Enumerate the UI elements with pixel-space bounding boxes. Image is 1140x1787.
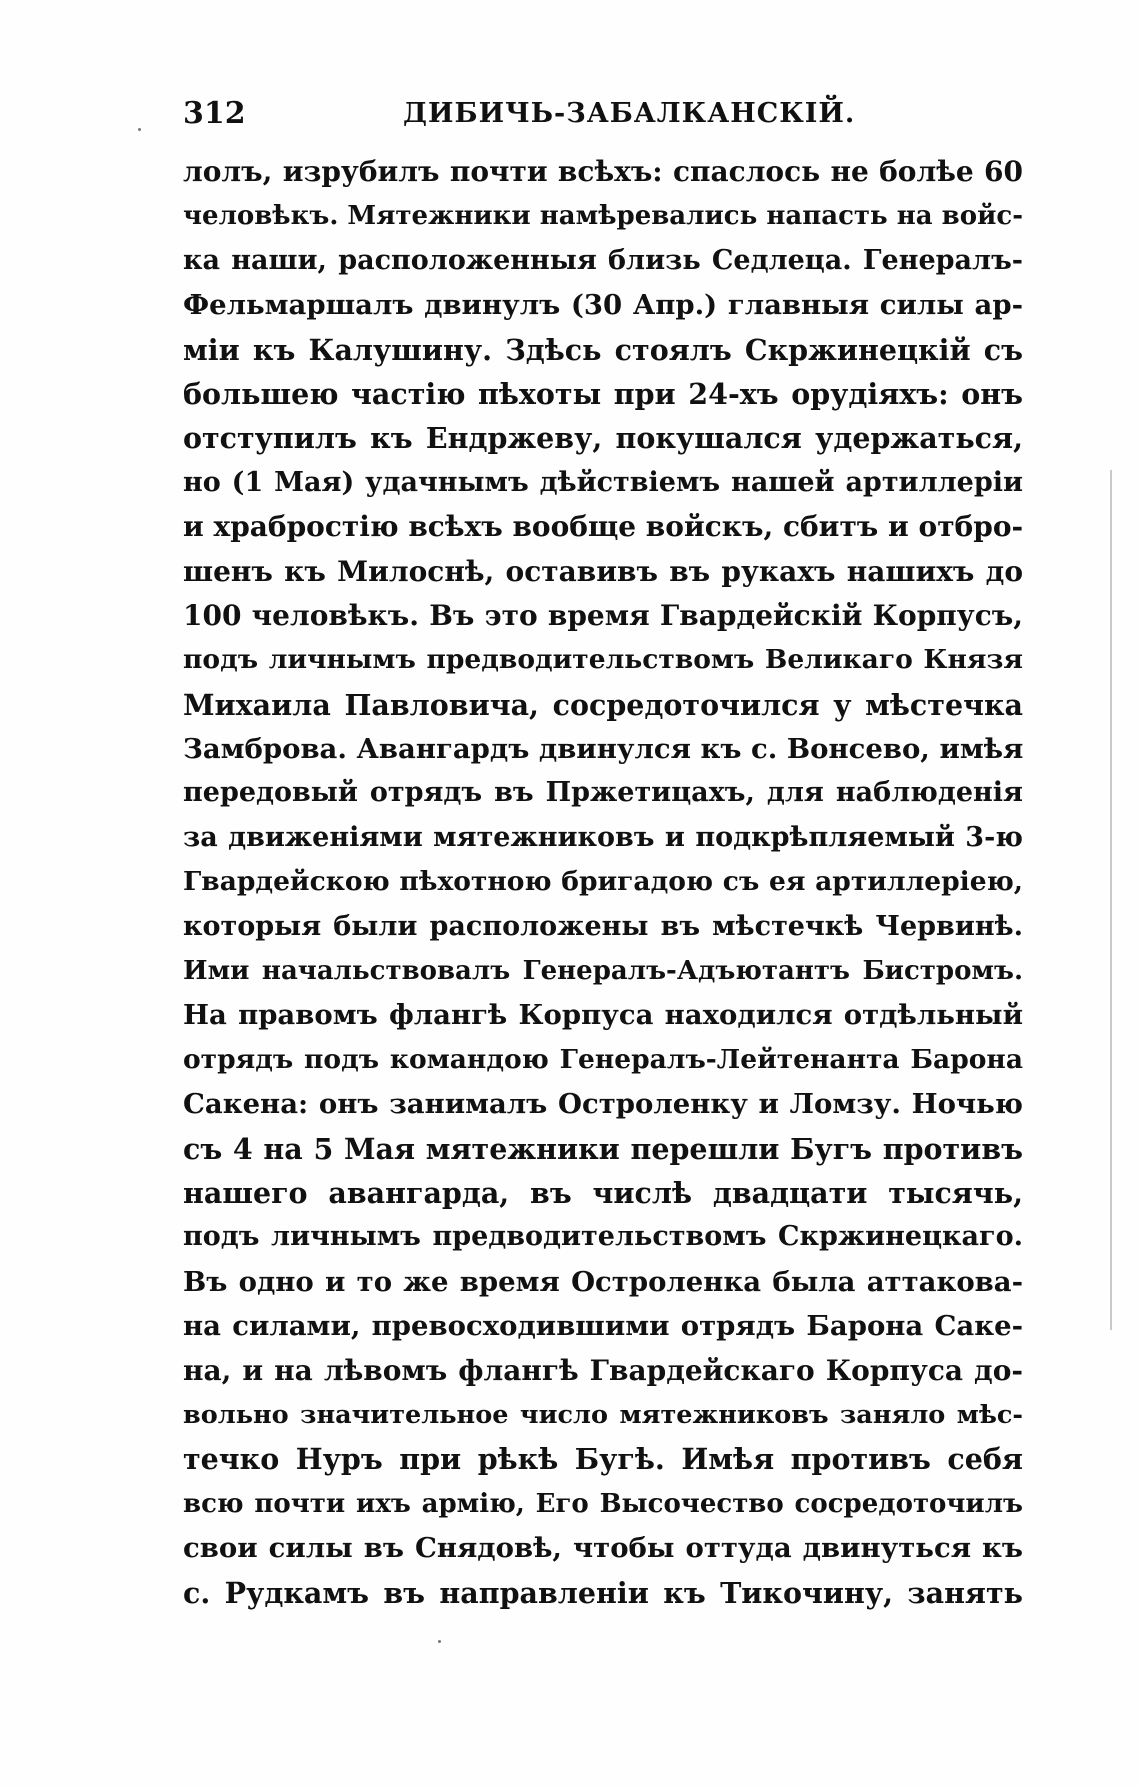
text-line: Замброва. Авангардъ двинулся къ с. Вонсево, имѣя (183, 733, 1023, 766)
scan-speck (438, 1640, 441, 1643)
text-line: передовый отрядъ въ Пржетицахъ, для наблюденія (183, 777, 1023, 809)
text-line: с. Рудкамъ въ направленіи къ Тикочину, занять (183, 1575, 1023, 1610)
text-line: съ 4 на 5 Мая мятежники перешли Бугъ противъ (183, 1131, 1023, 1166)
text-line: которыя были расположены въ мѣстечкѣ Червинѣ. (183, 910, 1023, 942)
body-text (183, 150, 1023, 1615)
text-line: лолъ, изрубилъ почти всѣхъ: спаслось не болѣе 60 (183, 155, 1023, 188)
text-line: Въ одно и то же время Остроленка была аттакова- (183, 1265, 1023, 1298)
text-line: міи къ Калушину. Здѣсь стоялъ Скржинецкій съ (183, 332, 1023, 367)
text-line: всю почти ихъ армію, Его Высочество сосредоточилъ (183, 1488, 1023, 1519)
text-line: Фельмаршалъ двинулъ (30 Апр.) главныя силы ар- (183, 289, 1023, 322)
text-line: отрядъ подъ командою Генералъ-Лейтенанта Барона (183, 1043, 1023, 1075)
text-line: и храбростію всѣхъ вообще войскъ, сбитъ и отбро- (183, 510, 1023, 544)
text-line: течко Нуръ при рѣкѣ Бугѣ. Имѣя противъ себя (183, 1442, 1023, 1477)
text-line: Сакена: онъ занималъ Остроленку и Ломзу. Ночью (183, 1088, 1023, 1121)
text-line: отступилъ къ Ендржеву, покушался удержаться, (183, 421, 1023, 456)
text-line: Гвардейскою пѣхотною бригадою съ ея артиллеріею, (183, 866, 1023, 898)
scan-speck (138, 128, 141, 131)
text-line: но (1 Мая) удачнымъ дѣйствіемъ нашей артиллеріи (183, 466, 1023, 498)
text-line: свои силы въ Снядовѣ, чтобы оттуда двинуться къ (183, 1532, 1023, 1565)
text-line: подъ личнымъ предводительствомъ Скржинецкаго. (183, 1221, 1023, 1253)
text-line: за движеніями мятежниковъ и подкрѣпляемый 3-ю (183, 821, 1023, 853)
text-line: вольно значительное число мятежниковъ заняло мѣс- (183, 1399, 1023, 1430)
text-line: нашего авангарда, въ числѣ двадцати тысячь, (183, 1175, 1023, 1210)
text-line: большею частію пѣхоты при 24-хъ орудіяхъ: онъ (183, 376, 1023, 411)
text-line: Михаила Павловича, сосредоточился у мѣстечка (183, 687, 1023, 722)
page-number: 312 (183, 96, 246, 131)
text-line: На правомъ флангѣ Корпуса находился отдѣльный (183, 999, 1023, 1032)
text-line: 100 человѣкъ. Въ это время Гвардейскій Корпусъ, (183, 598, 1023, 632)
text-line: человѣкъ. Мятежники намѣревались напасть на войс- (183, 201, 1023, 232)
margin-scan-line (1110, 470, 1112, 1330)
page-header (183, 96, 1013, 136)
running-title: ДИБИЧЬ-ЗАБАЛКАНСКІЙ. (403, 98, 856, 129)
text-line: ка наши, расположенныя близь Седлеца. Генералъ- (183, 244, 1023, 276)
text-line: подъ личнымъ предводительствомъ Великаго Князя (183, 644, 1023, 676)
text-line: на силами, превосходившими отрядъ Барона Саке- (183, 1310, 1023, 1343)
text-line: шенъ къ Милоснѣ, оставивъ въ рукахъ нашихъ до (183, 554, 1023, 588)
text-line: Ими начальствовалъ Генералъ-Адъютантъ Бистромъ. (183, 956, 1023, 987)
text-line: на, и на лѣвомъ флангѣ Гвардейскаго Корпуса до- (183, 1353, 1023, 1387)
